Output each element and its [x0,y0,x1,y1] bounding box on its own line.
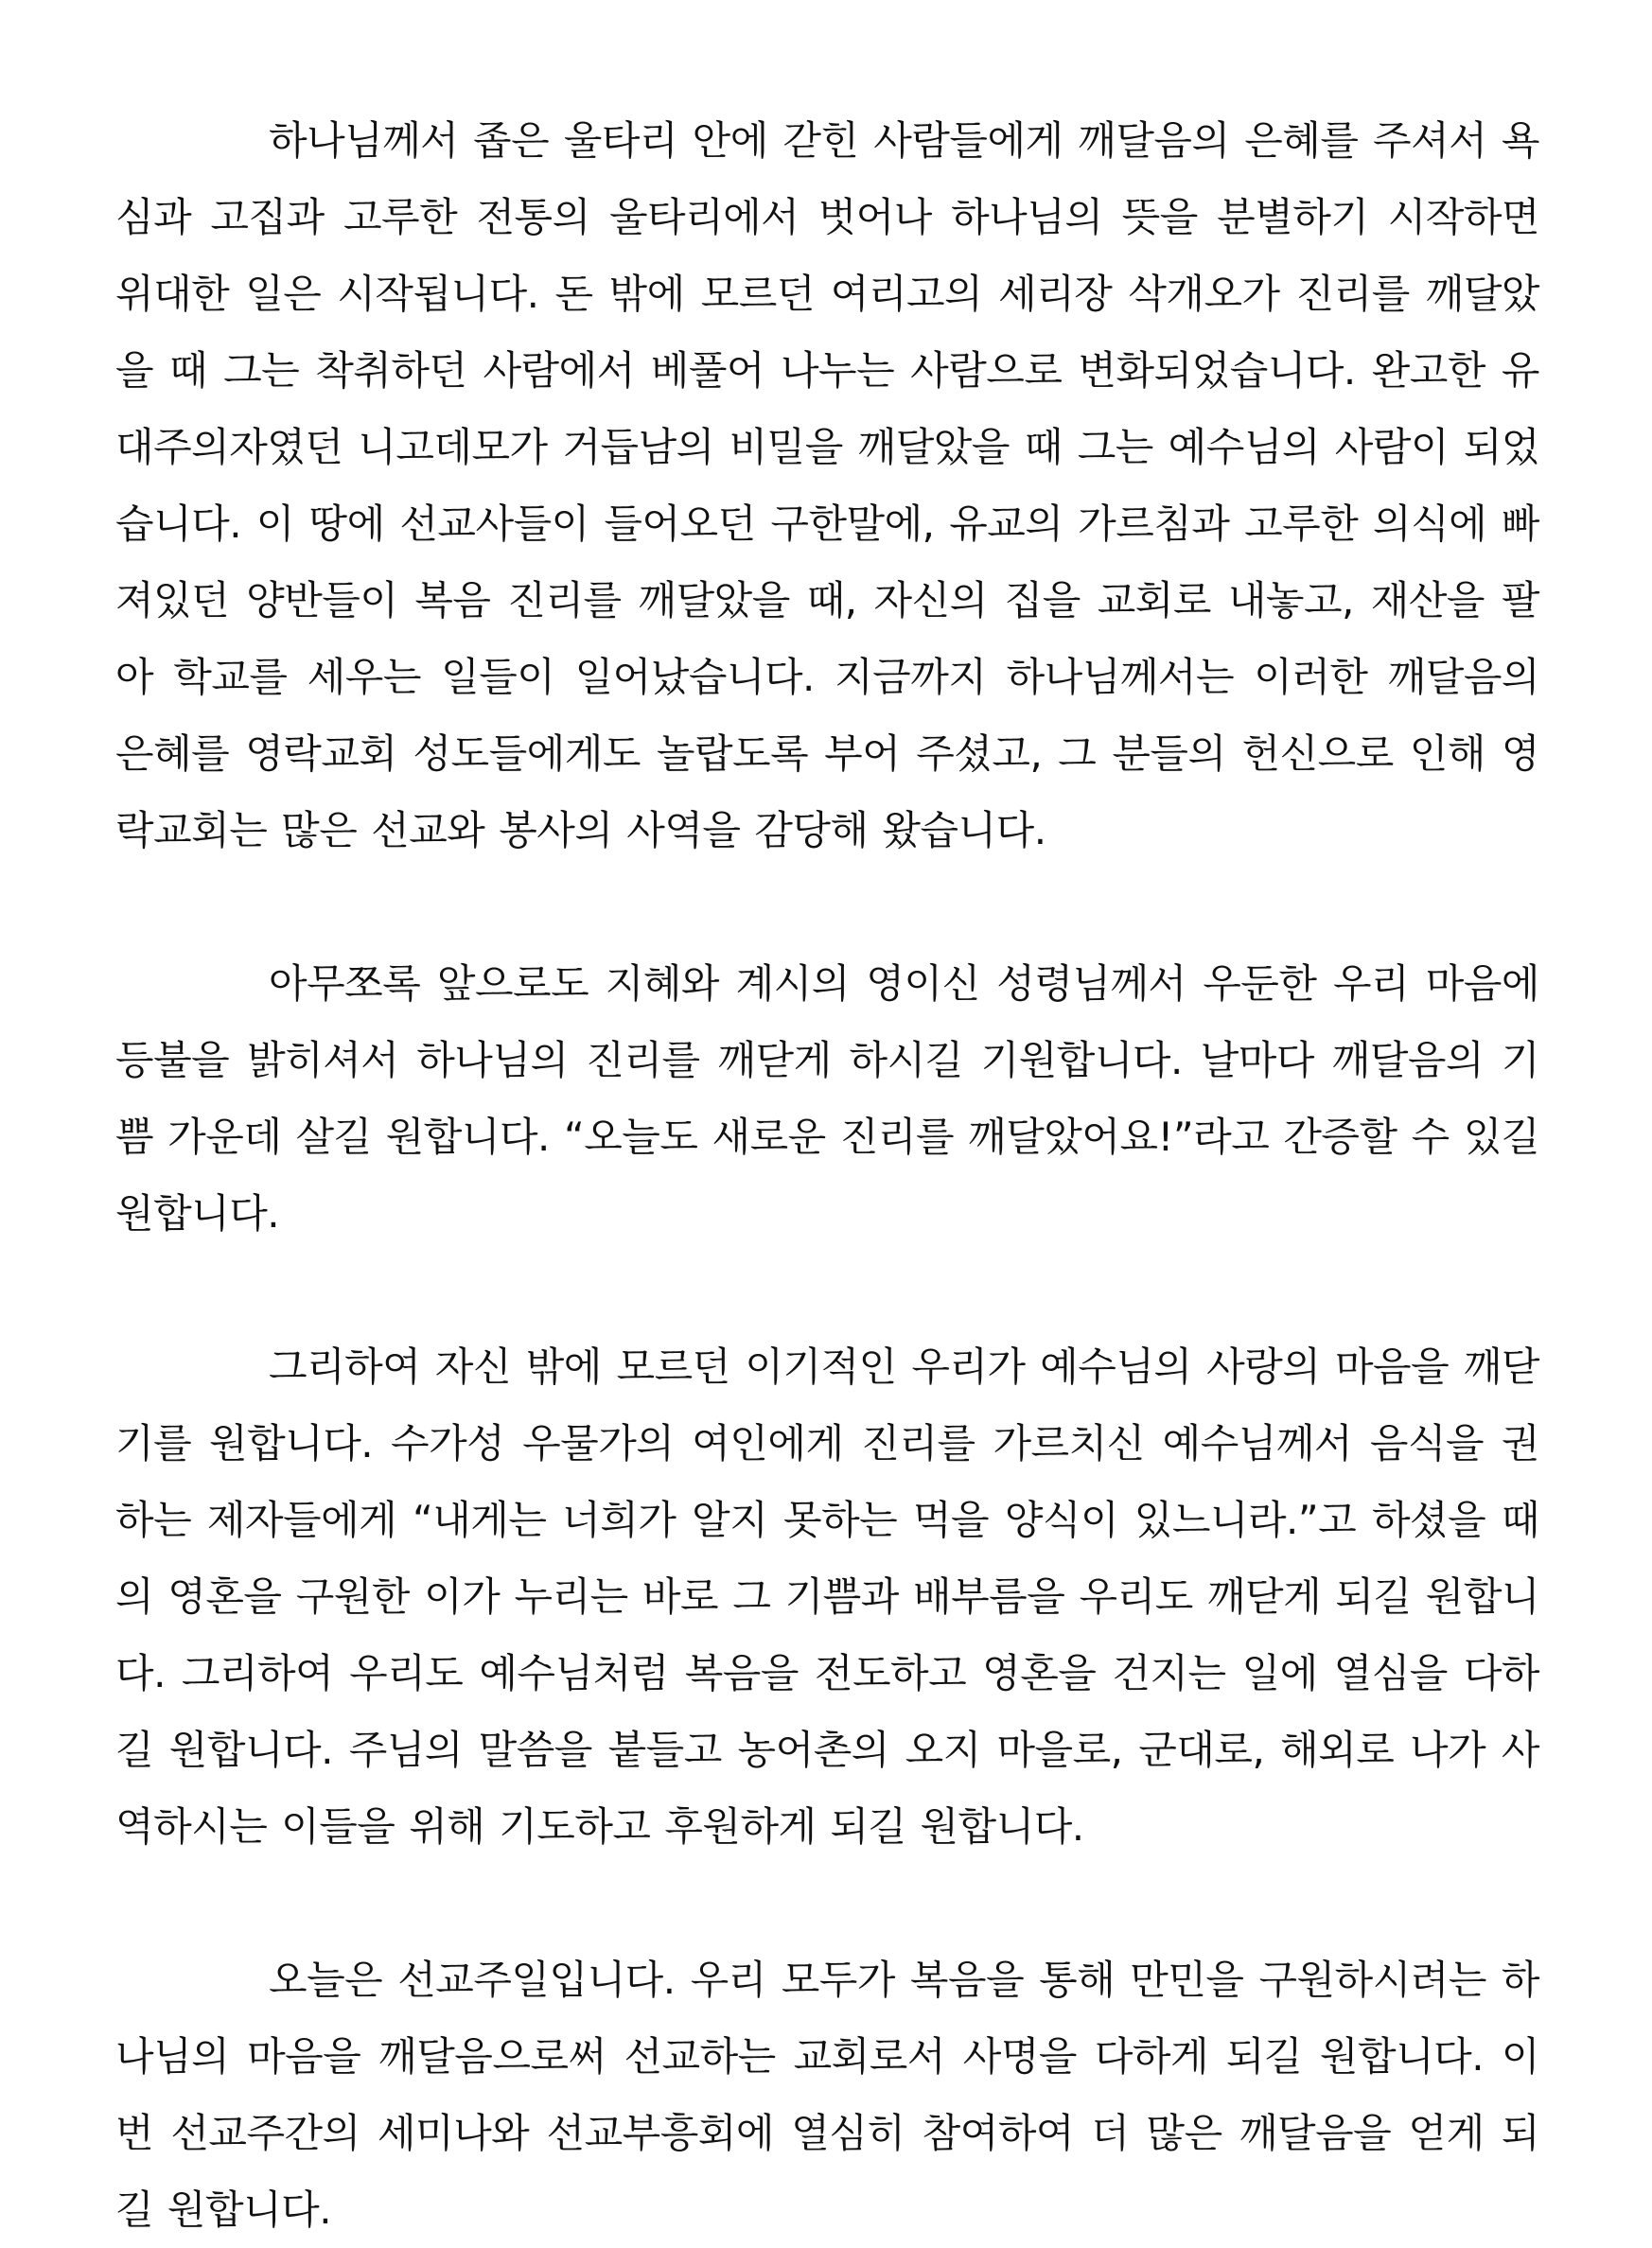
paragraph-prayer-holy-spirit: 아무쪼록 앞으로도 지혜와 계시의 영이신 성령님께서 우둔한 우리 마음에 등불을 밝히셔서 하나님의 진리를 깨닫게 하시길 기원합니다. 날마다 깨달음의 기쁨 가운데 살길 원합니다. “오늘도 새로운 진리를 깨달았어요!”라고 간증할 수 있길 원합니다. [115,960,1539,1237]
paragraph-mission-sunday: 오늘은 선교주일입니다. 우리 모두가 복음을 통해 만민을 구원하시려는 하나님의 마음을 깨달음으로써 선교하는 교회로서 사명을 다하게 되길 원합니다. 이번 선교주간의 세미나와 선교부흥회에 열심히 참여하여 더 많은 깨달음을 얻게 되길 원합니다. [115,1957,1539,2233]
paragraph-enlightenment-grace: 하나님께서 좁은 울타리 안에 갇힌 사람들에게 깨달음의 은혜를 주셔서 욕심과 고집과 고루한 전통의 울타리에서 벗어나 하나님의 뜻을 분별하기 시작하면 위대한 일은 시작됩니다. 돈 밖에 모르던 여리고의 세리장 삭개오가 진리를 깨달았을 때 그는 착취하던 사람에서 베풀어 나누는 사람으로 변화되었습니다. 완고한 유대주의자였던 니고데모가 거듭남의 비밀을 깨달았을 때 그는 예수님의 사람이 되었습니다. 이 땅에 선교사들이 들어오던 구한말에, 유교의 가르침과 고루한 의식에 빠져있던 양반들이 복음 진리를 깨달았을 때, 자신의 집을 교회로 내놓고, 재산을 팔아 학교를 세우는 일들이 일어났습니다. 지금까지 하나님께서는 이러한 깨달음의 은혜를 영락교회 성도들에게도 놀랍도록 부어 주셨고, 그 분들의 헌신으로 인해 영락교회는 많은 선교와 봉사의 사역을 감당해 왔습니다. [115,117,1539,853]
document-page [115,102,1539,2248]
paragraph-jesus-love: 그리하여 자신 밖에 모르던 이기적인 우리가 예수님의 사랑의 마음을 깨닫기를 원합니다. 수가성 우물가의 여인에게 진리를 가르치신 예수님께서 음식을 권하는 제자들에게 “내게는 너희가 알지 못하는 먹을 양식이 있느니라.”고 하셨을 때의 영혼을 구원한 이가 누리는 바로 그 기쁨과 배부름을 우리도 깨닫게 되길 원합니다. 그리하여 우리도 예수님처럼 복음을 전도하고 영혼을 건지는 일에 열심을 다하길 원합니다. 주님의 말씀을 붙들고 농어촌의 오지 마을로, 군대로, 해외로 나가 사역하시는 이들을 위해 기도하고 후원하게 되길 원합니다. [115,1344,1539,1850]
